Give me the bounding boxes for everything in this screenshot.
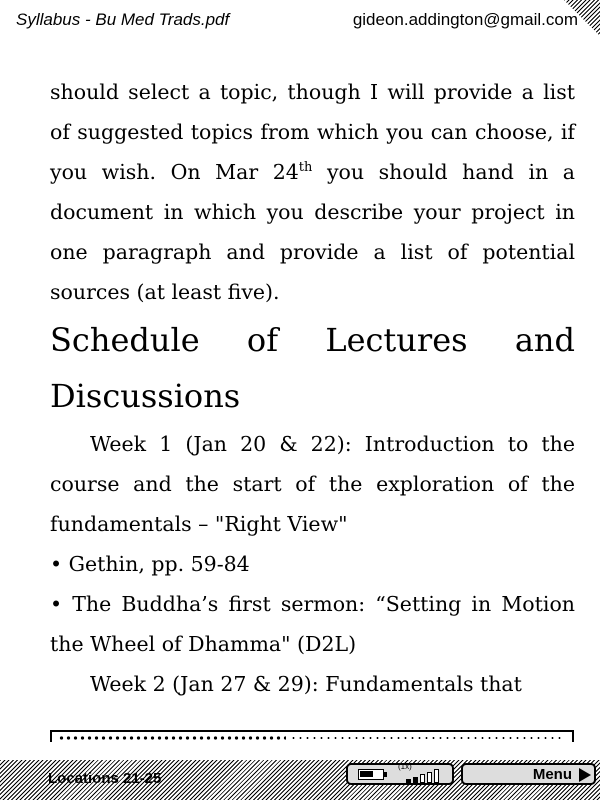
section-heading: Schedule of Lectures and Discussions bbox=[50, 321, 575, 415]
paragraph: should select a topic, though I will provide a list of suggested topics from which you can choose, if you wish. On Mar 24th you should hand in a document in which you describe your project in one paragraph and provide a list of potential sources (at least five). bbox=[50, 80, 575, 304]
bullet-item: • Gethin, pp. 59-84 bbox=[50, 552, 250, 576]
device-status bbox=[346, 763, 454, 785]
week-1-paragraph: Week 1 (Jan 20 & 22): Introduction to the course and the start of the exploration of the fundamentals – "Right View" bbox=[50, 432, 575, 536]
signal-bar bbox=[427, 772, 432, 784]
status-bar bbox=[0, 760, 600, 800]
signal-bar bbox=[406, 779, 411, 783]
reading-pane bbox=[50, 72, 575, 704]
reading-progress-bar bbox=[50, 730, 574, 742]
battery-icon bbox=[358, 769, 384, 780]
bullet-item: • The Buddha’s first sermon: “Setting in Motion the Wheel of Dhamma" (D2L) bbox=[50, 592, 575, 656]
document-title: Syllabus - Bu Med Trads.pdf bbox=[16, 10, 230, 29]
progress-unread-dots bbox=[290, 737, 564, 739]
title-bar bbox=[0, 0, 600, 44]
signal-mode-label: (1x) bbox=[398, 762, 412, 771]
signal-bar bbox=[434, 769, 439, 783]
menu-label: Menu bbox=[532, 766, 572, 783]
signal-bar bbox=[420, 774, 425, 783]
week-2-paragraph: Week 2 (Jan 27 & 29): Fundamentals that bbox=[90, 672, 522, 696]
account-name: gideon.addington@gmail.com bbox=[352, 10, 578, 29]
progress-read-dots bbox=[58, 736, 286, 740]
signal-strength-icon bbox=[406, 769, 448, 783]
arrow-right-icon bbox=[579, 768, 591, 782]
menu-button[interactable] bbox=[461, 763, 596, 785]
signal-bar bbox=[413, 777, 418, 784]
location-indicator: Locations 21-25 bbox=[48, 770, 162, 787]
